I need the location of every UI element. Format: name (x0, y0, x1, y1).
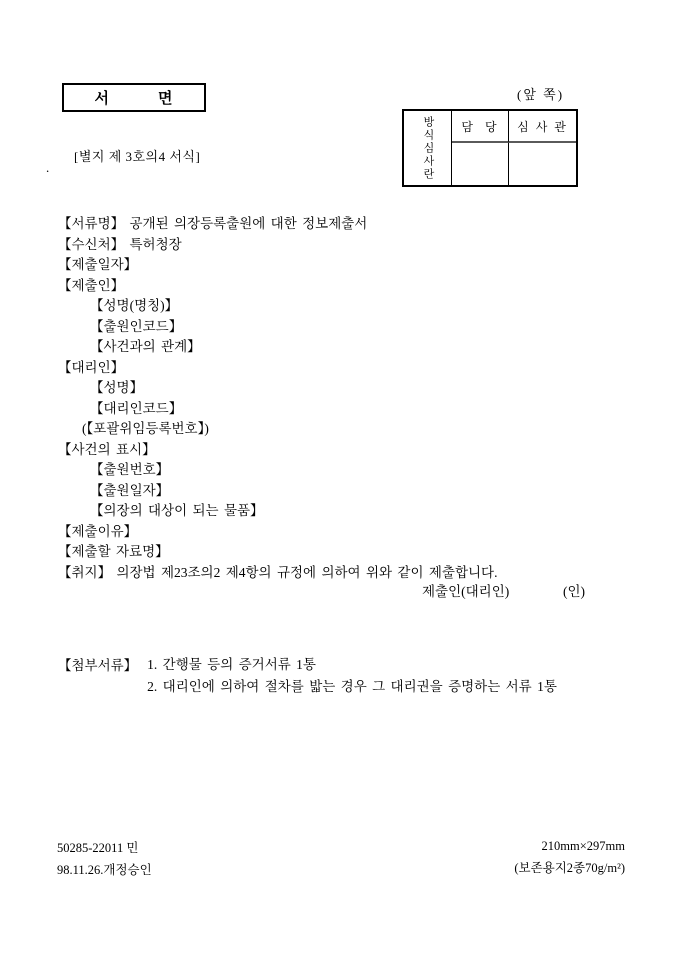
field-line-document-name: 【서류명】 공개된 의장등록출원에 대한 정보제출서 (58, 216, 368, 231)
field-line-case-indication: 【사건의 표시】 (58, 441, 156, 457)
title-box (62, 83, 206, 112)
field-line-agent-name: 【성명】 (90, 380, 144, 395)
paper-spec: (보존용지2종70g/m²) (514, 861, 625, 875)
review-col-examiner: 심 사 관 (509, 111, 576, 143)
field-line-applicant-code: 【출원인코드】 (90, 318, 183, 334)
attachment-item: 2. 대리인에 의하여 절차를 밟는 경우 그 대리권을 증명하는 서류 1통 (147, 679, 557, 694)
revision-approval-date: 98.11.26.개정승인 (57, 863, 152, 877)
signature-submitter-label: 제출인(대리인) (422, 584, 510, 599)
field-line-general-power-reg-no: (【포괄위임등록번호】) (82, 421, 209, 436)
stray-dot-mark: . (46, 160, 50, 175)
form-reference-note: [별지 제 3호의4 서식] (74, 149, 201, 164)
field-line-name-title: 【성명(명칭)】 (90, 298, 179, 313)
page-title: 서 면 (94, 91, 174, 107)
doc-code: 50285-22011 민 (57, 841, 139, 855)
field-line-agent-code: 【대리인코드】 (90, 400, 183, 416)
paper-size: 210mm×297mm (541, 839, 625, 853)
field-line-submitter: 【제출인】 (58, 277, 125, 293)
field-line-recipient: 【수신처】 특허청장 (58, 236, 182, 252)
formality-review-table (402, 109, 578, 187)
field-line-purpose: 【취지】 의장법 제23조의2 제4항의 규정에 의하여 위와 같이 제출합니다. (58, 564, 498, 580)
attachments-label: 【첨부서류】 (58, 658, 138, 673)
attachment-item: 1. 간행물 등의 증거서류 1통 (147, 657, 316, 672)
review-row-header-label: 방식심사란 (422, 115, 434, 181)
review-col-in-charge: 담 당 (452, 111, 509, 143)
review-table-row-header (404, 111, 452, 185)
footer-right (514, 835, 625, 879)
field-line-submission-reason: 【제출이유】 (58, 523, 138, 539)
field-line-material-name: 【제출할 자료명】 (58, 544, 169, 559)
field-line-design-article: 【의장의 대상이 되는 물품】 (90, 503, 264, 518)
field-line-agent: 【대리인】 (58, 359, 125, 375)
attachments-section (58, 654, 557, 698)
field-line-application-number: 【출원번호】 (90, 462, 170, 477)
footer-left (57, 837, 152, 881)
review-cell-examiner (509, 143, 576, 185)
review-cell-in-charge (452, 143, 509, 185)
field-line-application-date: 【출원일자】 (90, 482, 170, 498)
attachments-list (147, 654, 557, 698)
front-side-label: (앞 쪽) (517, 87, 565, 102)
signature-seal-label: (인) (563, 584, 586, 599)
field-line-relation-to-case: 【사건과의 관계】 (90, 339, 201, 354)
document-body (58, 214, 638, 583)
field-line-submission-date: 【제출일자】 (58, 257, 138, 272)
